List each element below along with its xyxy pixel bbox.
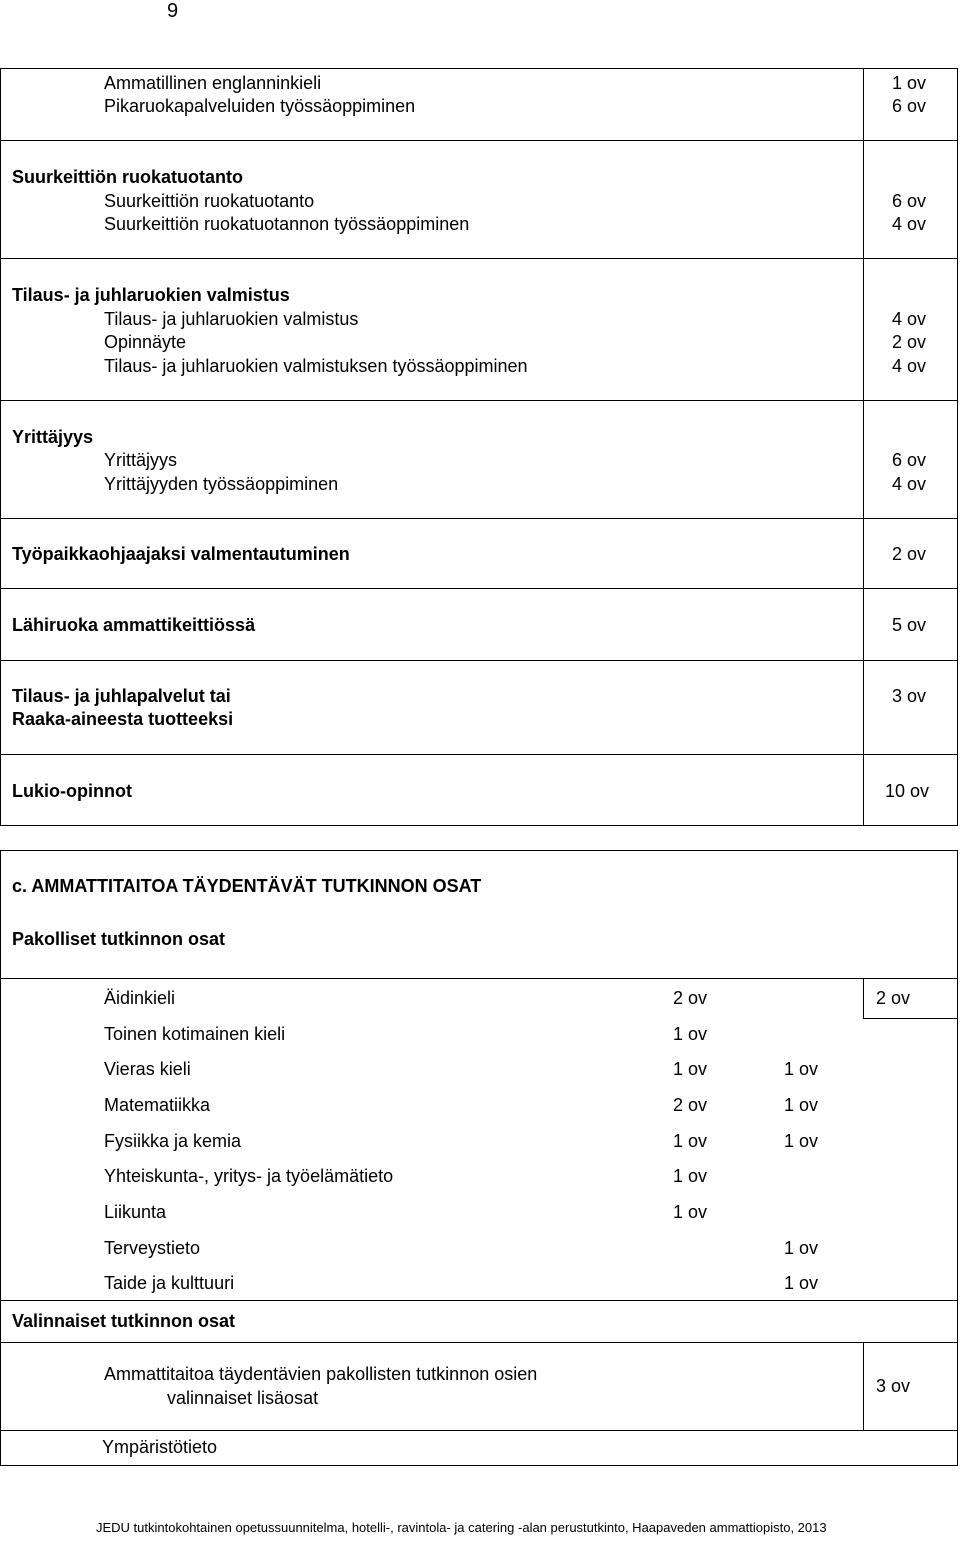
subject-credits: 1 ov xyxy=(784,1095,819,1115)
section-title: c. AMMATTITAITOA TÄYDENTÄVÄT TUTKINNON OSAT xyxy=(12,876,482,896)
module-heading: Tilaus- ja juhlaruokien valmistus xyxy=(12,285,290,305)
subject-credits: 2 ov xyxy=(673,988,708,1008)
course-credits: 2 ov xyxy=(892,332,927,352)
course-credits: 6 ov xyxy=(892,450,927,470)
elective-credits: 3 ov xyxy=(876,1376,911,1396)
course-name: Tilaus- ja juhlaruokien valmistuksen työssäoppiminen xyxy=(104,356,528,376)
column-divider xyxy=(863,68,864,826)
row-divider xyxy=(863,1018,958,1019)
course-credits: 5 ov xyxy=(892,615,927,635)
course-name: Suurkeittiön ruokatuotannon työssäoppiminen xyxy=(104,214,470,234)
row-divider xyxy=(0,140,958,141)
elective-item: valinnaiset lisäosat xyxy=(167,1388,319,1408)
module-heading: Työpaikkaohjaajaksi valmentautuminen xyxy=(12,544,350,564)
column-divider xyxy=(863,978,864,1018)
subject-name: Äidinkieli xyxy=(104,988,176,1008)
module-heading: Suurkeittiön ruokatuotanto xyxy=(12,167,243,187)
subject-credits: 1 ov xyxy=(673,1024,708,1044)
module-heading: Yrittäjyys xyxy=(12,427,94,447)
row-divider xyxy=(0,754,958,755)
subject-credits: 1 ov xyxy=(784,1238,819,1258)
subject-credits: 2 ov xyxy=(673,1095,708,1115)
course-name: Yrittäjyyden työssäoppiminen xyxy=(104,474,339,494)
course-credits: 1 ov xyxy=(892,73,927,93)
subject-credits: 1 ov xyxy=(673,1166,708,1186)
row-divider xyxy=(0,400,958,401)
row-divider xyxy=(0,978,958,979)
subject-credits: 1 ov xyxy=(784,1273,819,1293)
subject-name: Vieras kieli xyxy=(104,1059,191,1079)
course-credits: 6 ov xyxy=(892,191,927,211)
row-divider xyxy=(0,660,958,661)
subject-credits: 2 ov xyxy=(876,988,911,1008)
course-credits: 10 ov xyxy=(885,781,930,801)
course-credits: 4 ov xyxy=(892,214,927,234)
module-heading: Lähiruoka ammattikeittiössä xyxy=(12,615,256,635)
subject-credits: 1 ov xyxy=(673,1059,708,1079)
subject-name: Terveystieto xyxy=(104,1238,201,1258)
elective-heading: Valinnaiset tutkinnon osat xyxy=(12,1311,236,1331)
subject-credits: 1 ov xyxy=(784,1059,819,1079)
module-heading: Raaka-aineesta tuotteeksi xyxy=(12,709,234,729)
row-divider xyxy=(0,588,958,589)
page-number: 9 xyxy=(167,0,179,22)
subject-name: Taide ja kulttuuri xyxy=(104,1273,235,1293)
subject-credits: 1 ov xyxy=(673,1202,708,1222)
row-divider xyxy=(0,258,958,259)
subject-name: Liikunta xyxy=(104,1202,167,1222)
subject-name: Fysiikka ja kemia xyxy=(104,1131,242,1151)
course-name: Opinnäyte xyxy=(104,332,187,352)
last-item: Ympäristötieto xyxy=(102,1437,218,1457)
course-credits: 2 ov xyxy=(892,544,927,564)
subject-name: Toinen kotimainen kieli xyxy=(104,1024,286,1044)
course-credits: 4 ov xyxy=(892,474,927,494)
course-credits: 4 ov xyxy=(892,356,927,376)
course-name: Pikaruokapalveluiden työssäoppiminen xyxy=(104,96,416,116)
row-divider xyxy=(0,1430,958,1431)
mandatory-heading: Pakolliset tutkinnon osat xyxy=(12,929,226,949)
course-credits: 6 ov xyxy=(892,96,927,116)
footer: JEDU tutkintokohtainen opetussuunnitelma, hotelli-, ravintola- ja catering -alan perustutkinto, Haapaveden ammattiopisto, 2013 xyxy=(96,1520,827,1535)
module-heading: Lukio-opinnot xyxy=(12,781,132,801)
subject-name: Yhteiskunta-, yritys- ja työelämätieto xyxy=(104,1166,394,1186)
row-divider xyxy=(0,1342,958,1343)
course-name: Yrittäjyys xyxy=(104,450,178,470)
course-credits: 3 ov xyxy=(892,686,927,706)
elective-item: Ammattitaitoa täydentävien pakollisten tutkinnon osien xyxy=(104,1364,538,1384)
row-divider xyxy=(0,518,958,519)
subject-credits: 1 ov xyxy=(673,1131,708,1151)
course-name: Tilaus- ja juhlaruokien valmistus xyxy=(104,309,359,329)
row-divider xyxy=(0,1300,958,1301)
subject-credits: 1 ov xyxy=(784,1131,819,1151)
column-divider xyxy=(863,1342,864,1430)
course-name: Ammatillinen englanninkieli xyxy=(104,73,322,93)
course-credits: 4 ov xyxy=(892,309,927,329)
subject-name: Matematiikka xyxy=(104,1095,211,1115)
course-name: Suurkeittiön ruokatuotanto xyxy=(104,191,315,211)
module-heading: Tilaus- ja juhlapalvelut tai xyxy=(12,686,231,706)
